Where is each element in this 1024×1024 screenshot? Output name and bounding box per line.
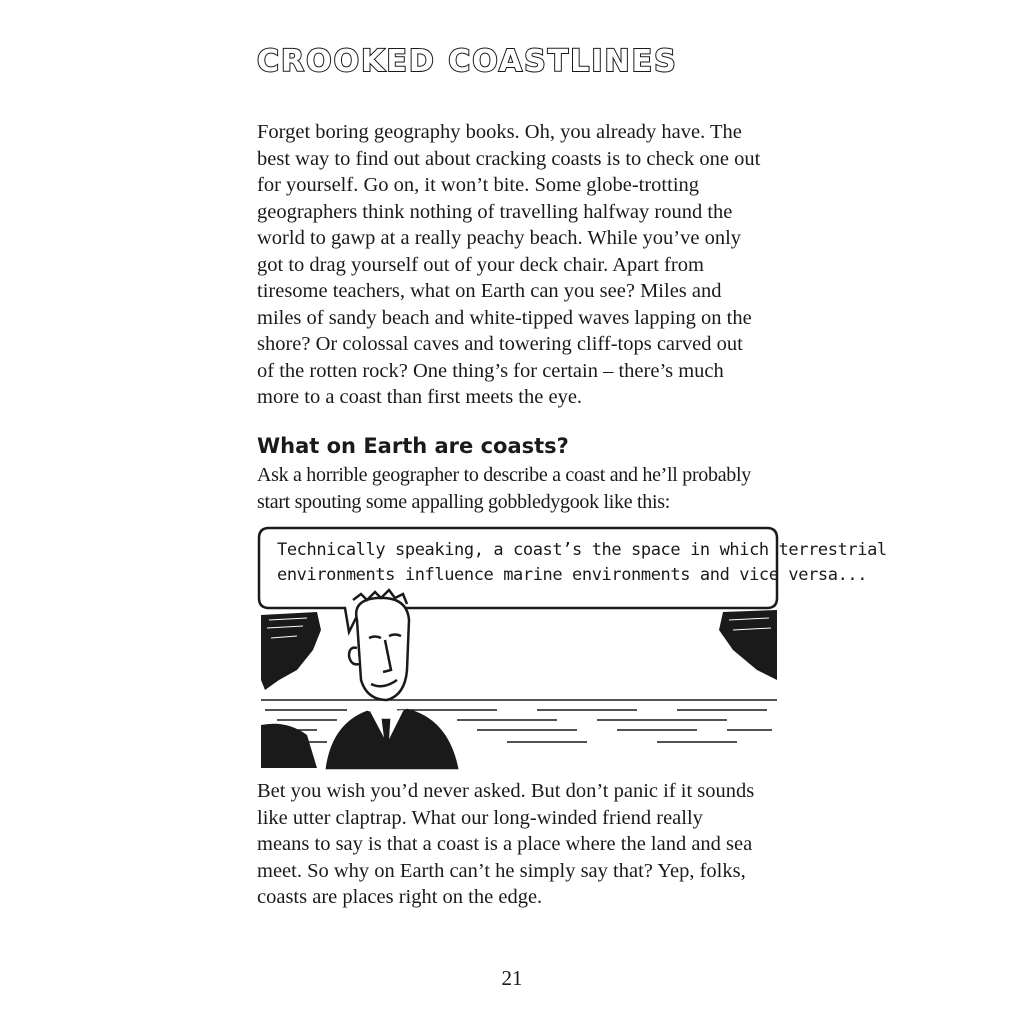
text-line: tiresome teachers, what on Earth can you see? Miles and <box>257 280 722 302</box>
intro-paragraph <box>257 119 777 411</box>
text-line: Forget boring geography books. Oh, you already have. The <box>257 121 742 143</box>
text-line: meet. So why on Earth can’t he simply say that? Yep, folks, <box>257 859 746 882</box>
text-line: geographers think nothing of travelling halfway round the <box>257 200 733 223</box>
text-line: miles of sandy beach and white-tipped waves lapping on the <box>257 306 752 329</box>
text-line: best way to find out about cracking coasts is to check one out <box>257 147 761 170</box>
text-line: world to gawp at a really peachy beach. While you’ve only <box>257 227 742 249</box>
text-line: means to say is that a coast is a place where the land and sea <box>257 833 753 855</box>
text-line: of the rotten rock? One thing’s for certain – there’s much <box>257 359 724 382</box>
speech-line: Technically speaking, a coast’s the space in which terrestrial <box>277 540 887 560</box>
page-title: CROOKED COASTLINES <box>257 44 678 79</box>
text-line: shore? Or colossal caves and towering cliff-tops carved out <box>257 333 743 355</box>
text-line: Ask a horrible geographer to describe a coast and he’ll probably <box>257 464 751 486</box>
section-heading: What on Earth are coasts? <box>257 434 569 458</box>
text-line: start spouting some appalling gobbledygook like this: <box>257 490 670 513</box>
text-line: like utter claptrap. What our long-winded friend really <box>257 806 703 829</box>
geographer-cartoon <box>257 520 887 770</box>
text-line: Bet you wish you’d never asked. But don’t panic if it sounds <box>257 780 755 802</box>
question-paragraph <box>257 462 777 515</box>
text-line: for yourself. Go on, it won’t bite. Some globe-trotting <box>257 174 700 196</box>
closing-paragraph <box>257 778 777 911</box>
cliff-right <box>719 610 777 680</box>
speech-bubble-text <box>277 538 887 588</box>
text-line: more to a coast than first meets the eye. <box>257 386 583 408</box>
text-line: got to drag yourself out of your deck chair. Apart from <box>257 253 704 276</box>
text-line: coasts are places right on the edge. <box>257 886 543 908</box>
speech-line: environments influence marine environments and vice versa... <box>277 565 868 585</box>
cliff-left <box>261 612 321 690</box>
page-number: 21 <box>501 966 523 990</box>
